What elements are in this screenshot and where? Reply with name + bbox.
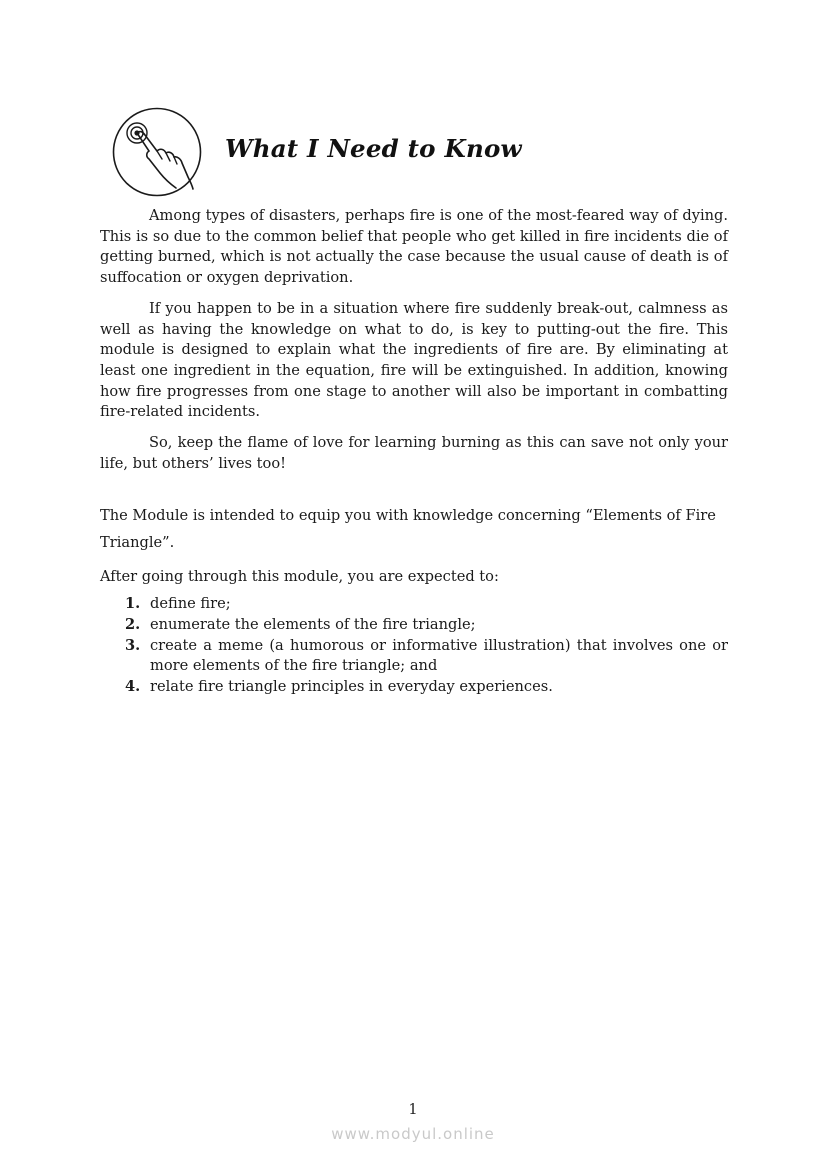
list-item xyxy=(100,615,728,636)
list-text: define fire; xyxy=(150,595,231,613)
paragraph: Among types of disasters, perhaps fire is one of the most-feared way of dying. This is so due to the common belief that people who get killed in fire incidents die of getting burned, which is not actually the case because the usual cause of death is of suffocation or oxygen deprivation. xyxy=(100,207,728,287)
list-text: enumerate the elements of the fire triangle; xyxy=(150,615,476,633)
section-title: What I Need to Know xyxy=(225,134,522,163)
list-text: create a meme (a humorous or informative illustration) that involves one or more elements of the fire triangle; and xyxy=(150,636,728,675)
list-text: relate fire triangle principles in everyday experiences. xyxy=(150,677,553,695)
page-number: 1 xyxy=(408,1101,418,1118)
list-number: 3. xyxy=(125,636,141,654)
paragraph: If you happen to be in a situation where fire suddenly break-out, calmness as well as having the knowledge on what to do, is key to putting-out the fire. This module is designed to explain what the ingredients of fire are. By eliminating at least one ingredient in the equation, fire will be extinguished. In addition, knowing how fire progresses from one stage to another will also be important in combatting fire-related incidents. xyxy=(100,299,728,421)
body-content xyxy=(100,206,728,698)
list-item xyxy=(100,594,728,615)
objectives-intro: After going through this module, you are expected to: xyxy=(100,568,499,586)
list-number: 2. xyxy=(125,615,141,633)
list-item xyxy=(100,636,728,677)
pointing-hand-icon xyxy=(112,107,202,197)
list-item xyxy=(100,677,728,698)
watermark: www.modyul.online xyxy=(331,1125,495,1143)
list-number: 4. xyxy=(125,677,141,695)
objectives-list xyxy=(100,594,728,698)
paragraph: So, keep the flame of love for learning burning as this can save not only your life, but others’ lives too! xyxy=(100,434,728,472)
module-intent: The Module is intended to equip you with knowledge concerning “Elements of Fire Triangle”. xyxy=(100,507,716,552)
list-number: 1. xyxy=(125,595,141,613)
